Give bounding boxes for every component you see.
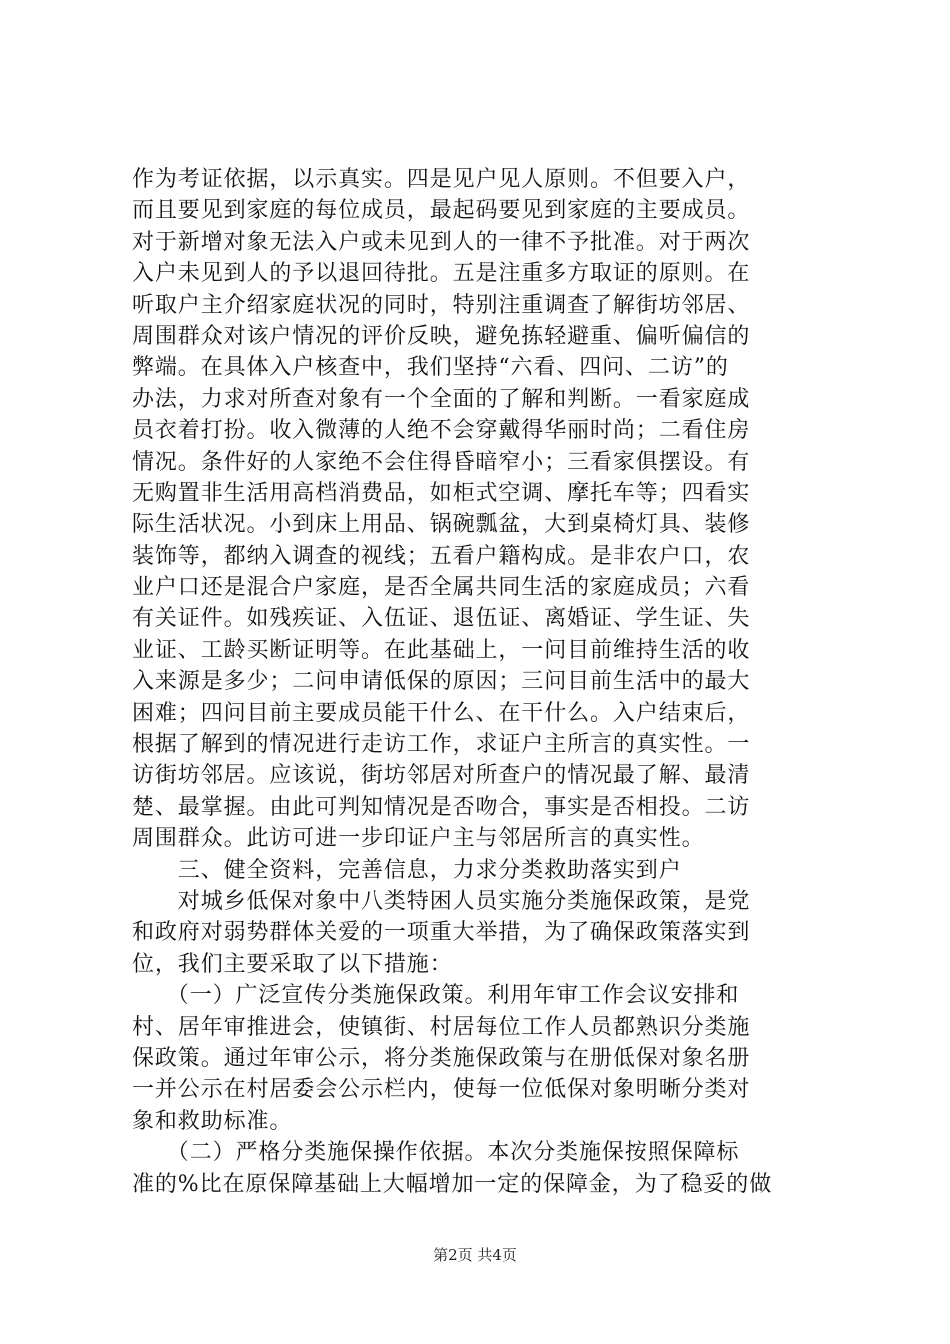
text-line: 访街坊邻居。应该说，街坊邻居对所查户的情况最了解、最清 bbox=[132, 763, 751, 789]
text-line: 象和救助标准。 bbox=[132, 1108, 293, 1134]
text-line: 有关证件。如残疾证、入伍证、退伍证、离婚证、学生证、失 bbox=[132, 606, 751, 632]
text-line: 际生活状况。小到床上用品、锅碗瓢盆，大到桌椅灯具、装修 bbox=[132, 512, 751, 538]
text-line: 入来源是多少；二问申请低保的原因；三问目前生活中的最大 bbox=[132, 669, 751, 695]
text-line: 楚、最掌握。由此可判知情况是否吻合，事实是否相投。二访 bbox=[132, 794, 751, 820]
text-line: 准的%比在原保障基础上大幅增加一定的保障金，为了稳妥的做 bbox=[132, 1171, 773, 1197]
text-line: 业户口还是混合户家庭，是否全属共同生活的家庭成员；六看 bbox=[132, 575, 751, 601]
text-line: 作为考证依据，以示真实。四是见户见人原则。不但要入户， bbox=[132, 167, 751, 192]
page-footer: 第2页 共4页 bbox=[433, 1246, 517, 1264]
text-line: 员衣着打扮。收入微薄的人绝不会穿戴得华丽时尚；二看住房 bbox=[132, 418, 751, 444]
text-line: 业证、工龄买断证明等。在此基础上，一问目前维持生活的收 bbox=[132, 637, 751, 663]
text-line: 无购置非生活用高档消费品，如柜式空调、摩托车等；四看实 bbox=[132, 480, 751, 506]
text-line: （一）广泛宣传分类施保政策。利用年审工作会议安排和 bbox=[132, 983, 740, 1009]
text-line: 村、居年审推进会，使镇街、村居每位工作人员都熟识分类施 bbox=[132, 1014, 751, 1040]
text-line: 装饰等，都纳入调查的视线；五看户籍构成。是非农户口，农 bbox=[132, 543, 751, 569]
text-line: 对城乡低保对象中八类特困人员实施分类施保政策，是党 bbox=[132, 888, 751, 914]
text-line: 情况。条件好的人家绝不会住得昏暗窄小；三看家俱摆设。有 bbox=[132, 449, 751, 475]
text-line: 保政策。通过年审公示，将分类施保政策与在册低保对象名册 bbox=[132, 1045, 751, 1071]
text-line: 弊端。在具体入户核查中，我们坚持“六看、四问、二访”的 bbox=[132, 355, 729, 381]
text-line: （二）严格分类施保操作依据。本次分类施保按照保障标 bbox=[132, 1140, 740, 1166]
text-line: 周围群众对该户情况的评价反映，避免拣轻避重、偏听偏信的 bbox=[132, 323, 751, 349]
text-line: 三、健全资料，完善信息，力求分类救助落实到户 bbox=[132, 857, 682, 883]
text-line: 而且要见到家庭的每位成员，最起码要见到家庭的主要成员。 bbox=[132, 198, 751, 224]
text-line: 入户未见到人的予以退回待批。五是注重多方取证的原则。在 bbox=[132, 261, 751, 287]
text-line: 周围群众。此访可进一步印证户主与邻居所言的真实性。 bbox=[132, 826, 705, 852]
text-line: 和政府对弱势群体关爱的一项重大举措，为了确保政策落实到 bbox=[132, 920, 751, 946]
text-line: 位，我们主要采取了以下措施： bbox=[132, 951, 453, 977]
text-line: 听取户主介绍家庭状况的同时，特别注重调查了解街坊邻居、 bbox=[132, 292, 751, 318]
text-line: 对于新增对象无法入户或未见到人的一律不予批准。对于两次 bbox=[132, 229, 751, 255]
text-line: 困难；四问目前主要成员能干什么、在干什么。入户结束后， bbox=[132, 700, 751, 726]
text-line: 根据了解到的情况进行走访工作，求证户主所言的真实性。一 bbox=[132, 732, 751, 758]
document-body bbox=[132, 164, 832, 1200]
text-line: 一并公示在村居委会公示栏内，使每一位低保对象明晰分类对 bbox=[132, 1077, 751, 1103]
text-line: 办法，力求对所查对象有一个全面的了解和判断。一看家庭成 bbox=[132, 386, 751, 412]
